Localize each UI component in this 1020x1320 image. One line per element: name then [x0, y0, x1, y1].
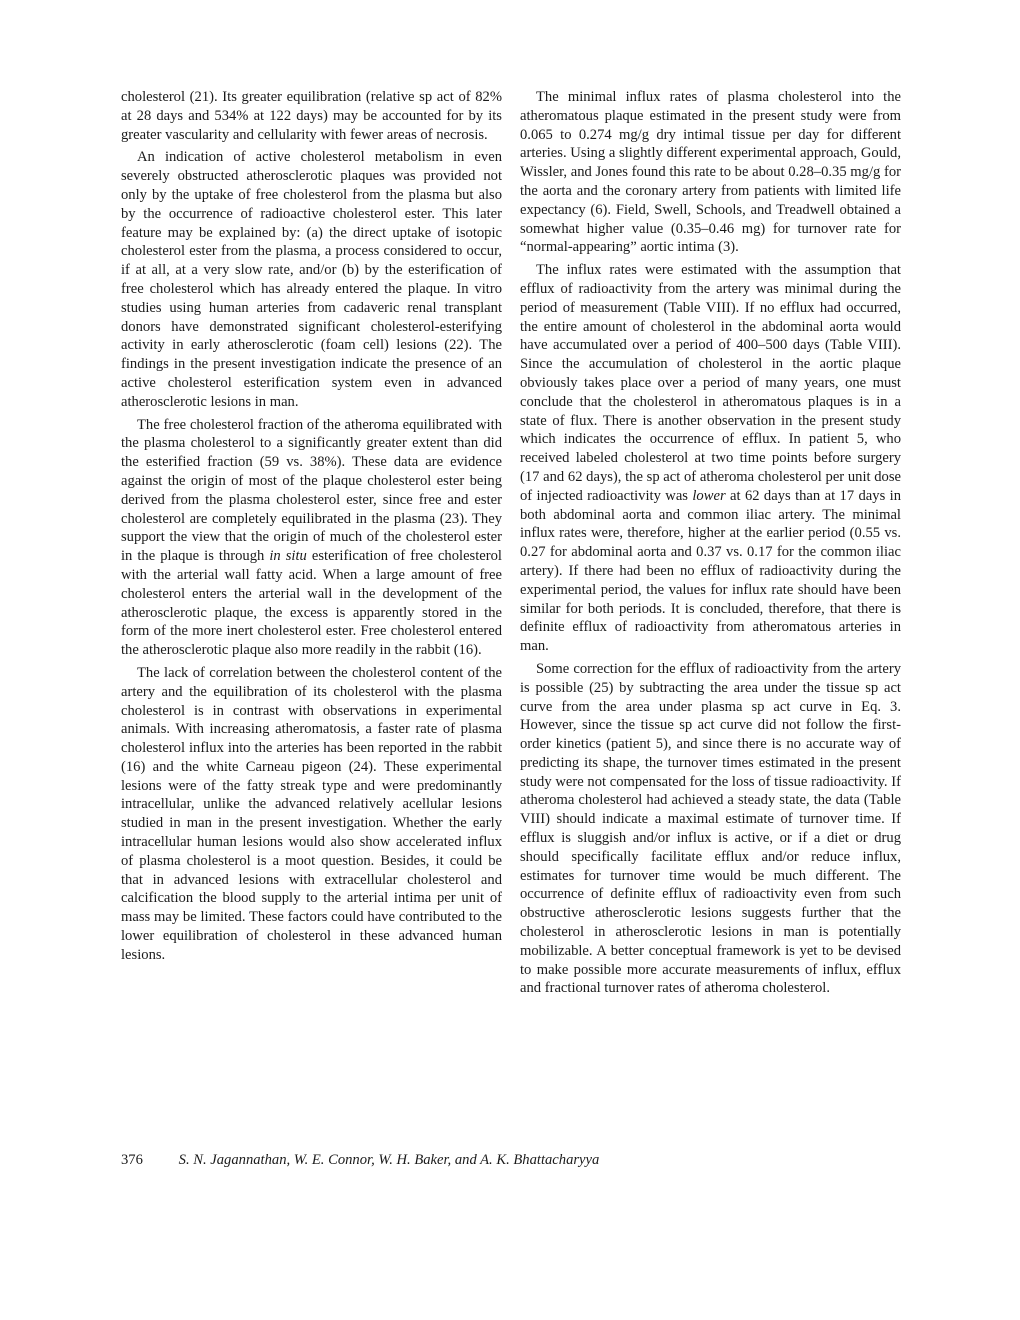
left-paragraph-3-part-a: The free cholesterol fraction of the atheroma equilibrated with the plasma cholesterol to a significantly greater extent than did the esterified fraction (59 vs. 38%). These data are evidence against the origin of most of the plaque cholesterol ester being derived from the plasma cholesterol ester, since free and ester cholesterol are completely equilibrated in the plasma (23). They support the view that the origin of much of the cholesterol ester in the plaque is through: [121, 416, 502, 565]
right-paragraph-1: The minimal influx rates of plasma cholesterol into the atheromatous plaque estimated in the present study were from 0.065 to 0.274 mg/g dry intimal tissue per day for different arteries. Using a slightly different experimental approach, Gould, Wissler, and Jones found this rate to be about 0.28–0.35 mg/g for the aorta and the coronary artery from patients with limited life expectancy (6). Field, Swell, Schools, and Treadwell obtained a somewhat higher value (0.35–0.46 mg) for turnover rate for “normal-appearing” aortic intima (3).: [520, 89, 901, 256]
left-paragraph-3-part-b: esterification of free cholesterol with the arterial wall fatty acid. When a large amount of free cholesterol enters the arterial wall in the development of the atherosclerotic plaque, the excess is apparently stored in the form of the more inert cholesterol ester. Free cholesterol entered the atherosclerotic plaque also more readily in the rabbit (16).: [121, 548, 502, 659]
right-paragraph-3: Some correction for the efflux of radioactivity from the artery is possible (25) by subtracting the area under the tissue sp act curve from the area under plasma sp act curve in Eq. 3. However, since the tissue sp act curve did not follow the first-order kinetics (patient 5), and since there is no accurate way of predicting its shape, the turnover times estimated in the present study were not compensated for the loss of tissue radioactivity. If atheroma cholesterol had achieved a steady state, the data (Table VIII) should indicate a maximal estimate of turnover time. If efflux is sluggish and/or influx is active, or if a diet or drug should specifically facilitate efflux and/or reduce influx, estimates for turnover time would be much different. The occurrence of definite efflux of radioactivity even from such obstructive atherosclerotic lesions suggests further that the cholesterol in atherosclerotic lesions in man is potentially mobilizable. A better conceptual framework is yet to be devised to make possible more accurate measurements of influx, efflux and fractional turnover rates of atheroma cholesterol.: [520, 660, 901, 997]
page-footer: [121, 1152, 901, 1169]
left-paragraph-1: cholesterol (21). Its greater equilibration (relative sp act of 82% at 28 days and 534% at 122 days) may be accounted for by its greater vascularity and cellularity with fewer areas of necrosis.: [121, 89, 502, 143]
left-paragraph-4: The lack of correlation between the cholesterol content of the artery and the equilibration of its cholesterol with the plasma cholesterol is in contrast with observations in experimental animals. With increasing atheromatosis, a faster rate of plasma cholesterol influx into the arteries has been reported in the rabbit (16) and the white Carneau pigeon (24). These experimental lesions were of the fatty streak type and were predominantly intracellular, unlike the advanced relatively acellular lesions studied in man in the present investigation. Whether the early intracellular human lesions would also show accelerated influx of plasma cholesterol is a moot question. Besides, it could be that in advanced lesions with extracellular cholesterol and calcification the blood supply to the arterial intima per unit of mass may be limited. These factors could have contributed to the lower equilibration of cholesterol in these advanced human lesions.: [121, 664, 502, 963]
right-paragraph-2-part-a: The influx rates were estimated with the assumption that efflux of radioactivity from the artery was minimal during the period of measurement (Table VIII). If no efflux had occurred, the entire amount of cholesterol in the abdominal aorta would have accumulated over a period of 400–500 days (Table VIII). Since the accumulation of cholesterol in the aortic plaque obviously takes place over a period of many years, one must conclude that the cholesterol in atheromatous plaques is in a state of flux. There is another observation in the present study which indicates the occurrence of efflux. In patient 5, who received labeled cholesterol at two time points before surgery (17 and 62 days), the sp act of atheroma cholesterol per unit dose of injected radioactivity was: [520, 262, 901, 504]
right-paragraph-2-part-b: at 62 days than at 17 days in both abdominal aorta and common iliac artery. The minimal influx rates were, therefore, higher at the earlier period (0.55 vs. 0.27 for abdominal aorta and 0.37 vs. 0.17 for the common iliac artery). If there had been no efflux of radioactivity during the experimental period, the values for influx rate should have been similar for both periods. It is concluded, therefore, that there is definite efflux of radioactivity from atheromatous arteries in man.: [520, 487, 902, 655]
right-column: [520, 88, 901, 1002]
author-line: S. N. Jagannathan, W. E. Connor, W. H. Baker, and A. K. Bhattacharyya: [178, 1152, 600, 1168]
left-paragraph-2: An indication of active cholesterol metabolism in even severely obstructed atherosclerotic plaques was provided not only by the uptake of free cholesterol from the plasma but also by the occurrence of radioactive cholesterol ester. This later feature may be explained by: (a) the direct uptake of isotopic cholesterol ester from the plasma, a process considered to occur, if at all, at a very slow rate, and/or (b) by the esterification of free cholesterol which has already entered the plaque. In vitro studies using human arteries from cadaveric renal transplant donors have demonstrated significant cholesterol-esterifying activity in early atherosclerotic (foam cell) lesions (22). The findings in the present investigation indicate the presence of an active cholesterol esterification system even in advanced atherosclerotic lesions in man.: [121, 149, 502, 410]
page-number: 376: [121, 1152, 143, 1168]
left-paragraph-3: [121, 416, 502, 660]
lower-emphasis: lower: [692, 487, 726, 504]
right-paragraph-2: [520, 261, 901, 656]
left-column: [121, 88, 502, 969]
in-situ-emphasis: in situ: [269, 548, 307, 565]
